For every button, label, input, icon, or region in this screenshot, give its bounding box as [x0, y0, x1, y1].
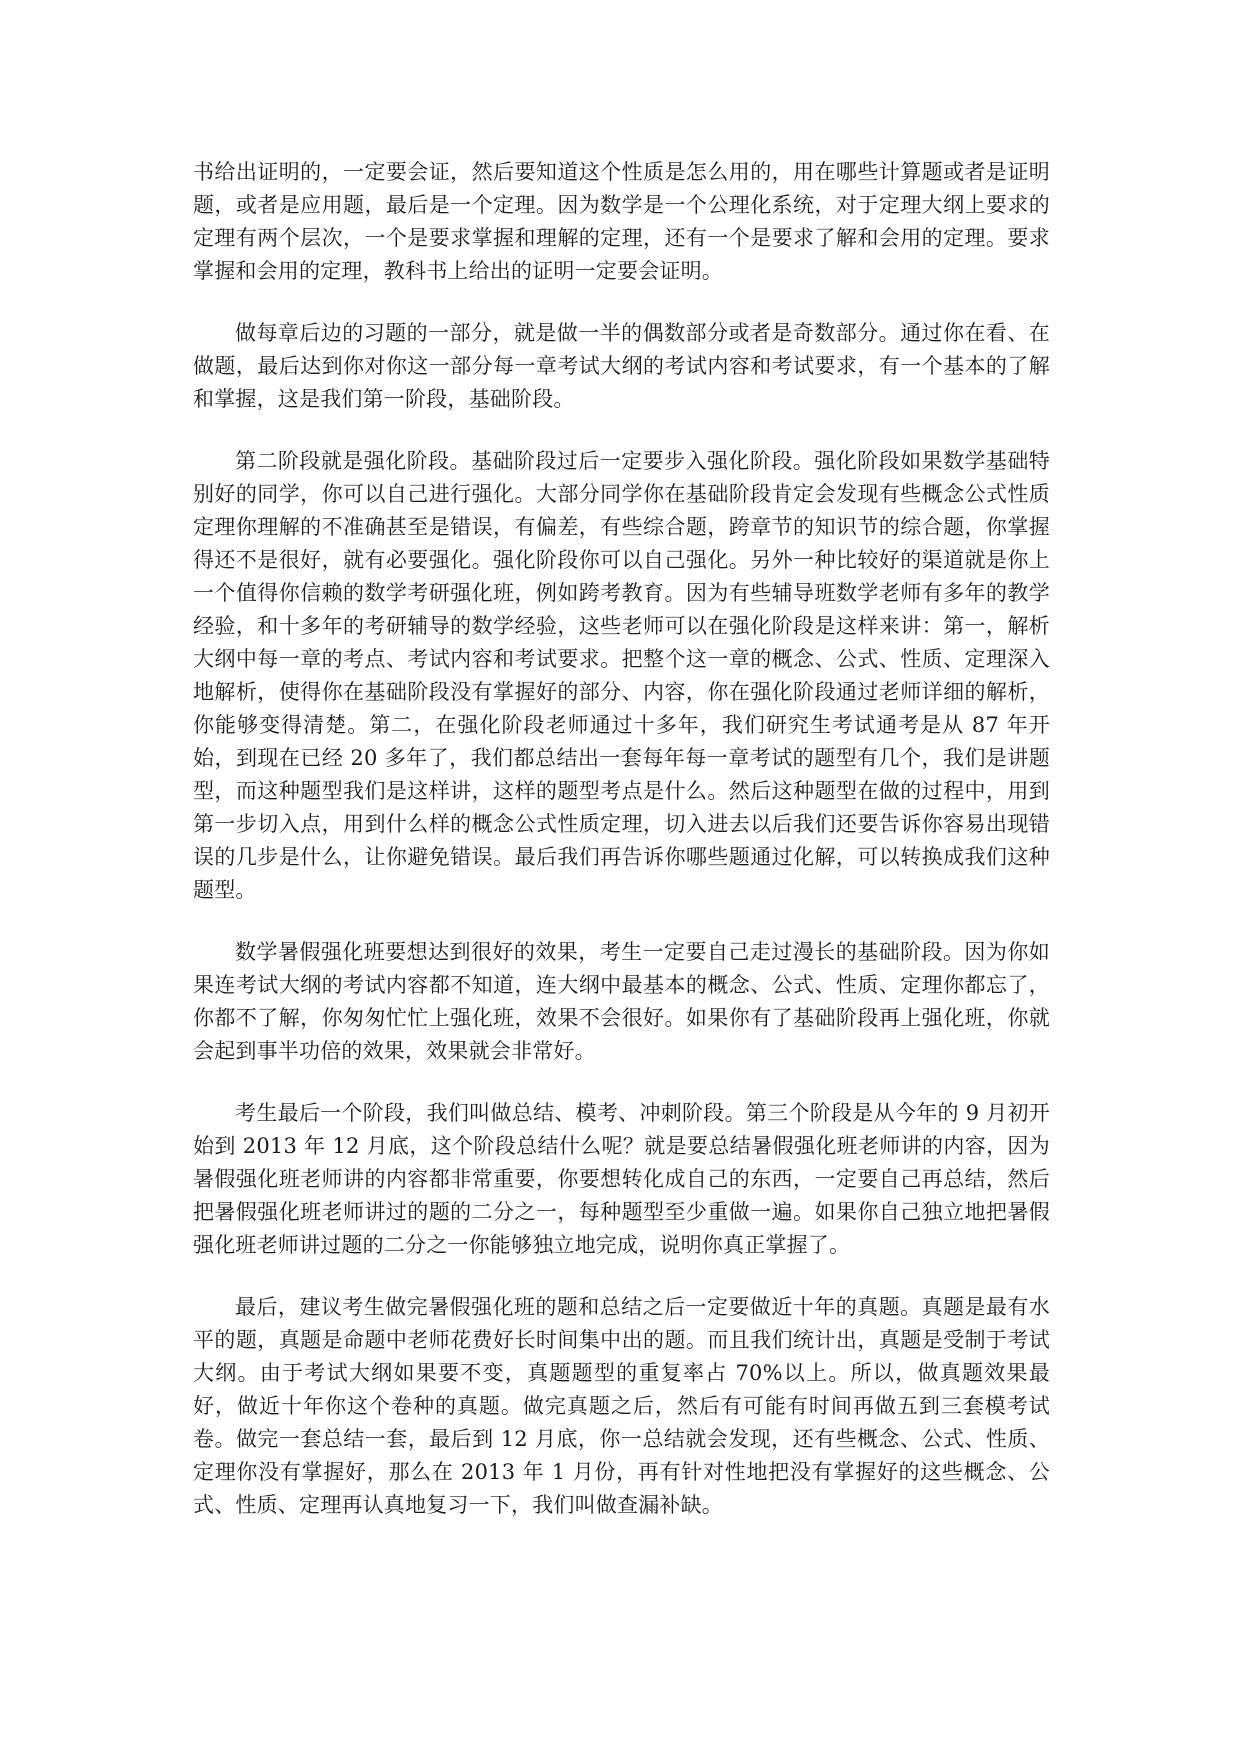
document-body: [193, 156, 1050, 1551]
paragraph-5: 考生最后一个阶段，我们叫做总结、模考、冲刺阶段。第三个阶段是从今年的 9 月初开始到 2013 年 12 月底，这个阶段总结什么呢？就是要总结暑假强化班老师讲的内容，因为暑假强化班老师讲的内容都非常重要，你要想转化成自己的东西，一定要自己再总结，然后把暑假强化班老师讲过的题的二分之一，每种题型至少重做一遍。如果你自己独立地把暑假强化班老师讲过题的二分之一你能够独立地完成，说明你真正掌握了。: [193, 1101, 1050, 1257]
paragraph-3: 第二阶段就是强化阶段。基础阶段过后一定要步入强化阶段。强化阶段如果数学基础特别好的同学，你可以自己进行强化。大部分同学你在基础阶段肯定会发现有些概念公式性质定理你理解的不准确甚至是错误，有偏差，有些综合题，跨章节的知识节的综合题，你掌握得还不是很好，就有必要强化。强化阶段你可以自己强化。另外一种比较好的渠道就是你上一个值得你信赖的数学考研强化班，例如跨考教育。因为有些辅导班数学老师有多年的教学经验，和十多年的考研辅导的数学经验，这些老师可以在强化阶段是这样来讲：第一，解析大纲中每一章的考点、考试内容和考试要求。把整个这一章的概念、公式、性质、定理深入地解析，使得你在基础阶段没有掌握好的部分、内容，你在强化阶段通过老师详细的解析，你能够变得清楚。第二，在强化阶段老师通过十多年，我们研究生考试通考是从 87 年开始，到现在已经 20 多年了，我们都总结出一套每年每一章考试的题型有几个，我们是讲题型，而这种题型我们是这样讲，这样的题型考点是什么。然后这种题型在做的过程中，用到第一步切入点，用到什么样的概念公式性质定理，切入进去以后我们还要告诉你容易出现错误的几步是什么，让你避免错误。最后我们再告诉你哪些题通过化解，可以转换成我们这种题型。: [193, 449, 1050, 902]
paragraph-6: 最后，建议考生做完暑假强化班的题和总结之后一定要做近十年的真题。真题是最有水平的题，真题是命题中老师花费好长时间集中出的题。而且我们统计出，真题是受制于考试大纲。由于考试大纲如果要不变，真题题型的重复率占 70%以上。所以，做真题效果最好，做近十年你这个卷种的真题。做完真题之后，然后有可能有时间再做五到三套模考试卷。做完一套总结一套，最后到 12 月底，你一总结就会发现，还有些概念、公式、性质、定理你没有掌握好，那么在 2013 年 1 月份，再有针对性地把没有掌握好的这些概念、公式、性质、定理再认真地复习一下，我们叫做查漏补缺。: [193, 1295, 1050, 1517]
paragraph-2: 做每章后边的习题的一部分，就是做一半的偶数部分或者是奇数部分。通过你在看、在做题，最后达到你对你这一部分每一章考试大纲的考试内容和考试要求，有一个基本的了解和掌握，这是我们第一阶段，基础阶段。: [193, 321, 1050, 411]
paragraph-1: 书给出证明的，一定要会证，然后要知道这个性质是怎么用的，用在哪些计算题或者是证明题，或者是应用题，最后是一个定理。因为数学是一个公理化系统，对于定理大纲上要求的定理有两个层次，一个是要求掌握和理解的定理，还有一个是要求了解和会用的定理。要求掌握和会用的定理，教科书上给出的证明一定要会证明。: [193, 160, 1050, 283]
paragraph-4: 数学暑假强化班要想达到很好的效果，考生一定要自己走过漫长的基础阶段。因为你如果连考试大纲的考试内容都不知道，连大纲中最基本的概念、公式、性质、定理你都忘了，你都不了解，你匆匆忙忙上强化班，效果不会很好。如果你有了基础阶段再上强化班，你就会起到事半功倍的效果，效果就会非常好。: [193, 940, 1050, 1063]
